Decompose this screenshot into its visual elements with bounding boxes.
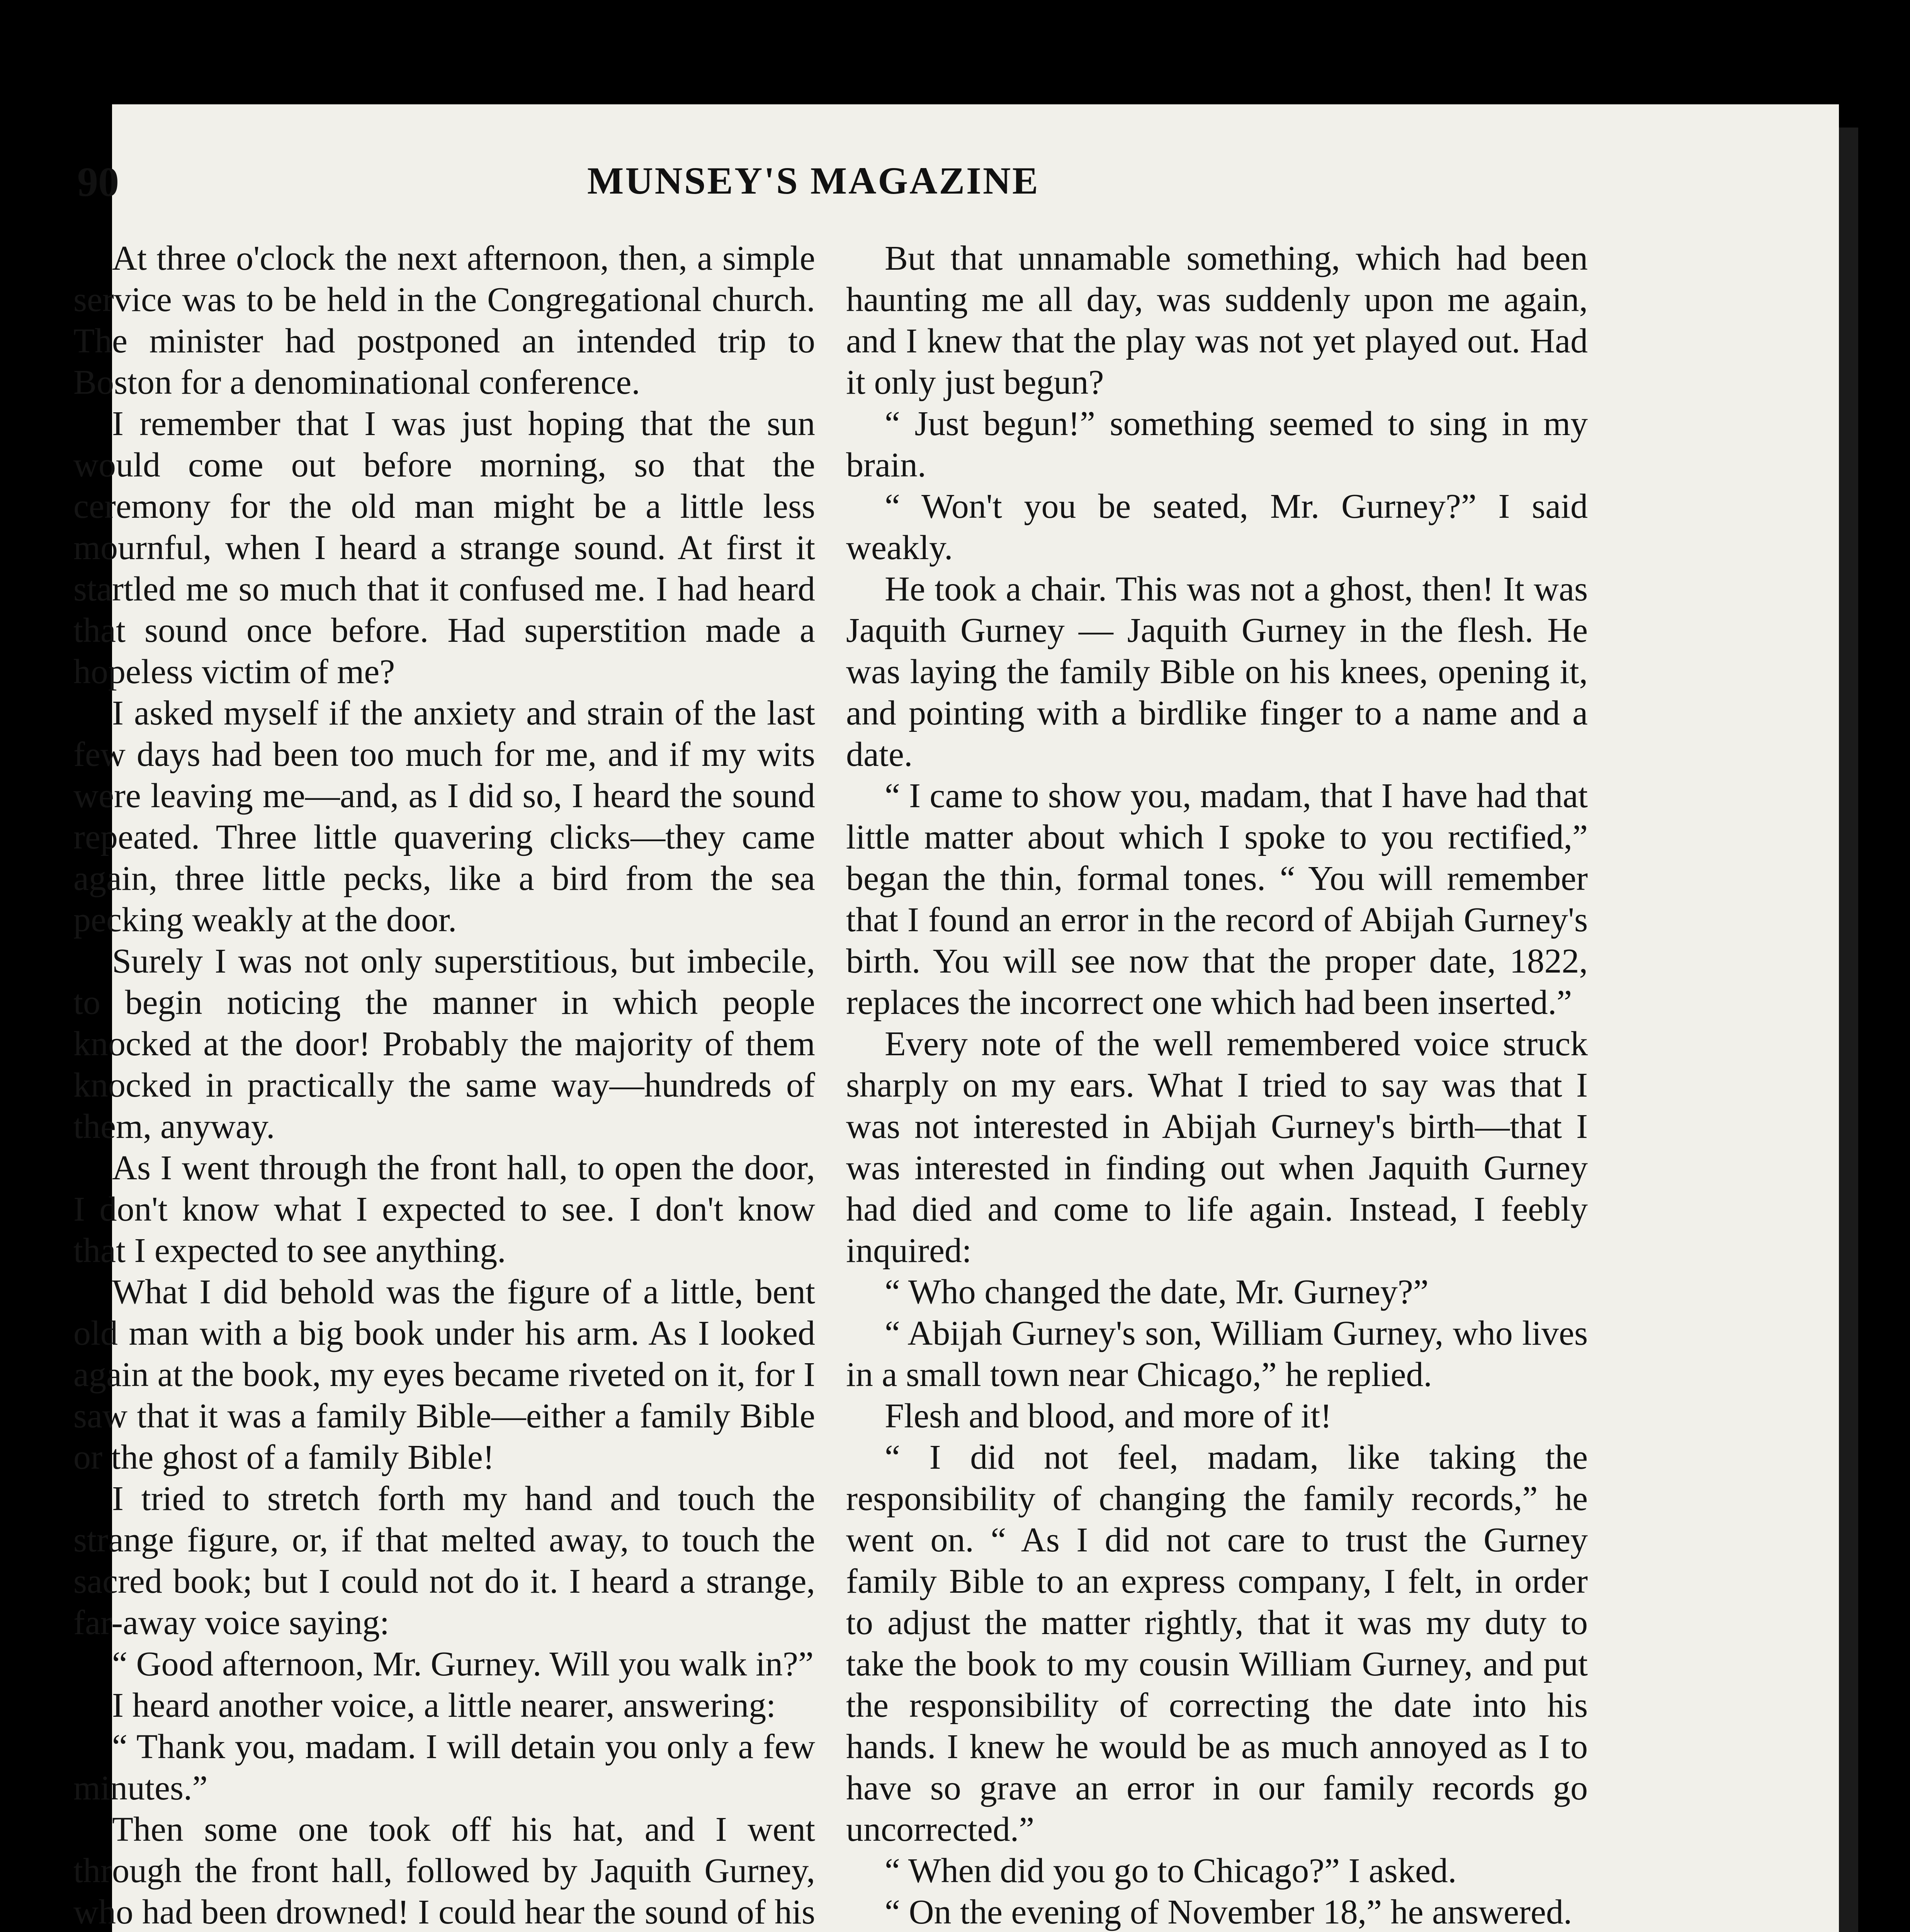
paragraph: “ On the evening of November 18,” he answered. <box>885 1893 1572 1931</box>
paragraph: “ Who changed the date, Mr. Gurney?” <box>885 1273 1429 1311</box>
paragraph: “ Good afternoon, Mr. Gurney. Will you walk in?” <box>112 1645 814 1683</box>
paragraph: “ Just begun!” something seemed to sing in my brain. <box>846 405 1588 484</box>
paragraph: He took a chair. This was not a ghost, then! It was Jaquith Gurney — Jaquith Gurney in the flesh. He was laying the family Bible on his knees, opening it, and pointing with a birdlike finger to a name and a date. <box>846 570 1588 774</box>
facing-page-edge <box>1839 128 1858 1932</box>
paragraph: “ Abijah Gurney's son, William Gurney, who lives in a small town near Chicago,” he replied. <box>846 1314 1588 1394</box>
running-header: MUNSEY'S MAGAZINE <box>587 159 1040 202</box>
paragraph: At three o'clock the next afternoon, then, a simple service was to be held in the Congregational church. The minister had postponed an intended trip to Boston for a denominational conference. <box>73 239 815 401</box>
paragraph: I tried to stretch forth my hand and touch the strange figure, or, if that melted away, to touch the sacred book; but I could not do it. I heard a strange, far-away voice saying: <box>73 1480 815 1642</box>
paragraph: “ Won't you be seated, Mr. Gurney?” I said weakly. <box>846 487 1588 567</box>
paragraph: Every note of the well remembered voice struck sharply on my ears. What I tried to say was that I was not interested in Abijah Gurney's birth—that I was interested in finding out when Jaquith Gurney had died and come to life again. Instead, I feebly inquired: <box>846 1025 1588 1270</box>
paragraph: “ When did you go to Chicago?” I asked. <box>885 1852 1457 1890</box>
paragraph: But that unnamable something, which had been haunting me all day, was suddenly upon me again, and I knew that the play was not yet played out. Had it only just begun? <box>846 239 1588 401</box>
paragraph: What I did behold was the figure of a little, bent old man with a big book under his arm. As I looked again at the book, my eyes became riveted on it, for I saw that it was a family Bible—either a family Bible or the ghost of a family Bible! <box>73 1273 815 1476</box>
paragraph: I heard another voice, a little nearer, answering: <box>112 1686 776 1725</box>
right-text-column <box>846 238 1588 1932</box>
paragraph: I remember that I was just hoping that the sun would come out before morning, so that the ceremony for the old man might be a little less mournful, when I heard a strange sound. At first it startled me so much that it confused me. I had heard that sound once before. Had superstition made a hopeless victim of me? <box>73 405 815 691</box>
paragraph: Flesh and blood, and more of it! <box>885 1397 1332 1435</box>
paragraph: “ I came to show you, madam, that I have had that little matter about which I spoke to you rectified,” began the thin, formal tones. “ You will remember that I found an error in the record of Abijah Gurney's birth. You will see now that the proper date, 1822, replaces the incorrect one which had been inserted.” <box>846 777 1588 1022</box>
paragraph: Surely I was not only superstitious, but imbecile, to begin noticing the manner in which people knocked at the door! Probably the majority of them knocked in practically the same way—hundreds of them, anyway. <box>73 942 815 1146</box>
page-number: 90 <box>77 159 119 205</box>
left-text-column <box>73 238 815 1932</box>
paragraph: Then some one took off his hat, and I went through the front hall, followed by Jaquith Gurney, who had been drowned! I could hear the sound of his <box>73 1810 815 1931</box>
paragraph: I asked myself if the anxiety and strain of the last few days had been too much for me, and if my wits were leaving me—and, as I did so, I heard the sound repeated. Three little quavering clicks—they came again, three little pecks, like a bird from the sea pecking weakly at the door. <box>73 694 815 939</box>
paragraph: As I went through the front hall, to open the door, I don't know what I expected to see. I don't know that I expected to see anything. <box>73 1149 815 1270</box>
paragraph: “ I did not feel, madam, like taking the responsibility of changing the family records,” he went on. “ As I did not care to trust the Gurney family Bible to an express company, I felt, in order to adjust the matter rightly, that it was my duty to take the book to my cousin William Gurney, and put the responsibility of correcting the date into his hands. I knew he would be as much annoyed as I to have so grave an error in our family records go uncorrected.” <box>846 1438 1588 1849</box>
paragraph: “ Thank you, madam. I will detain you only a few minutes.” <box>73 1728 815 1807</box>
